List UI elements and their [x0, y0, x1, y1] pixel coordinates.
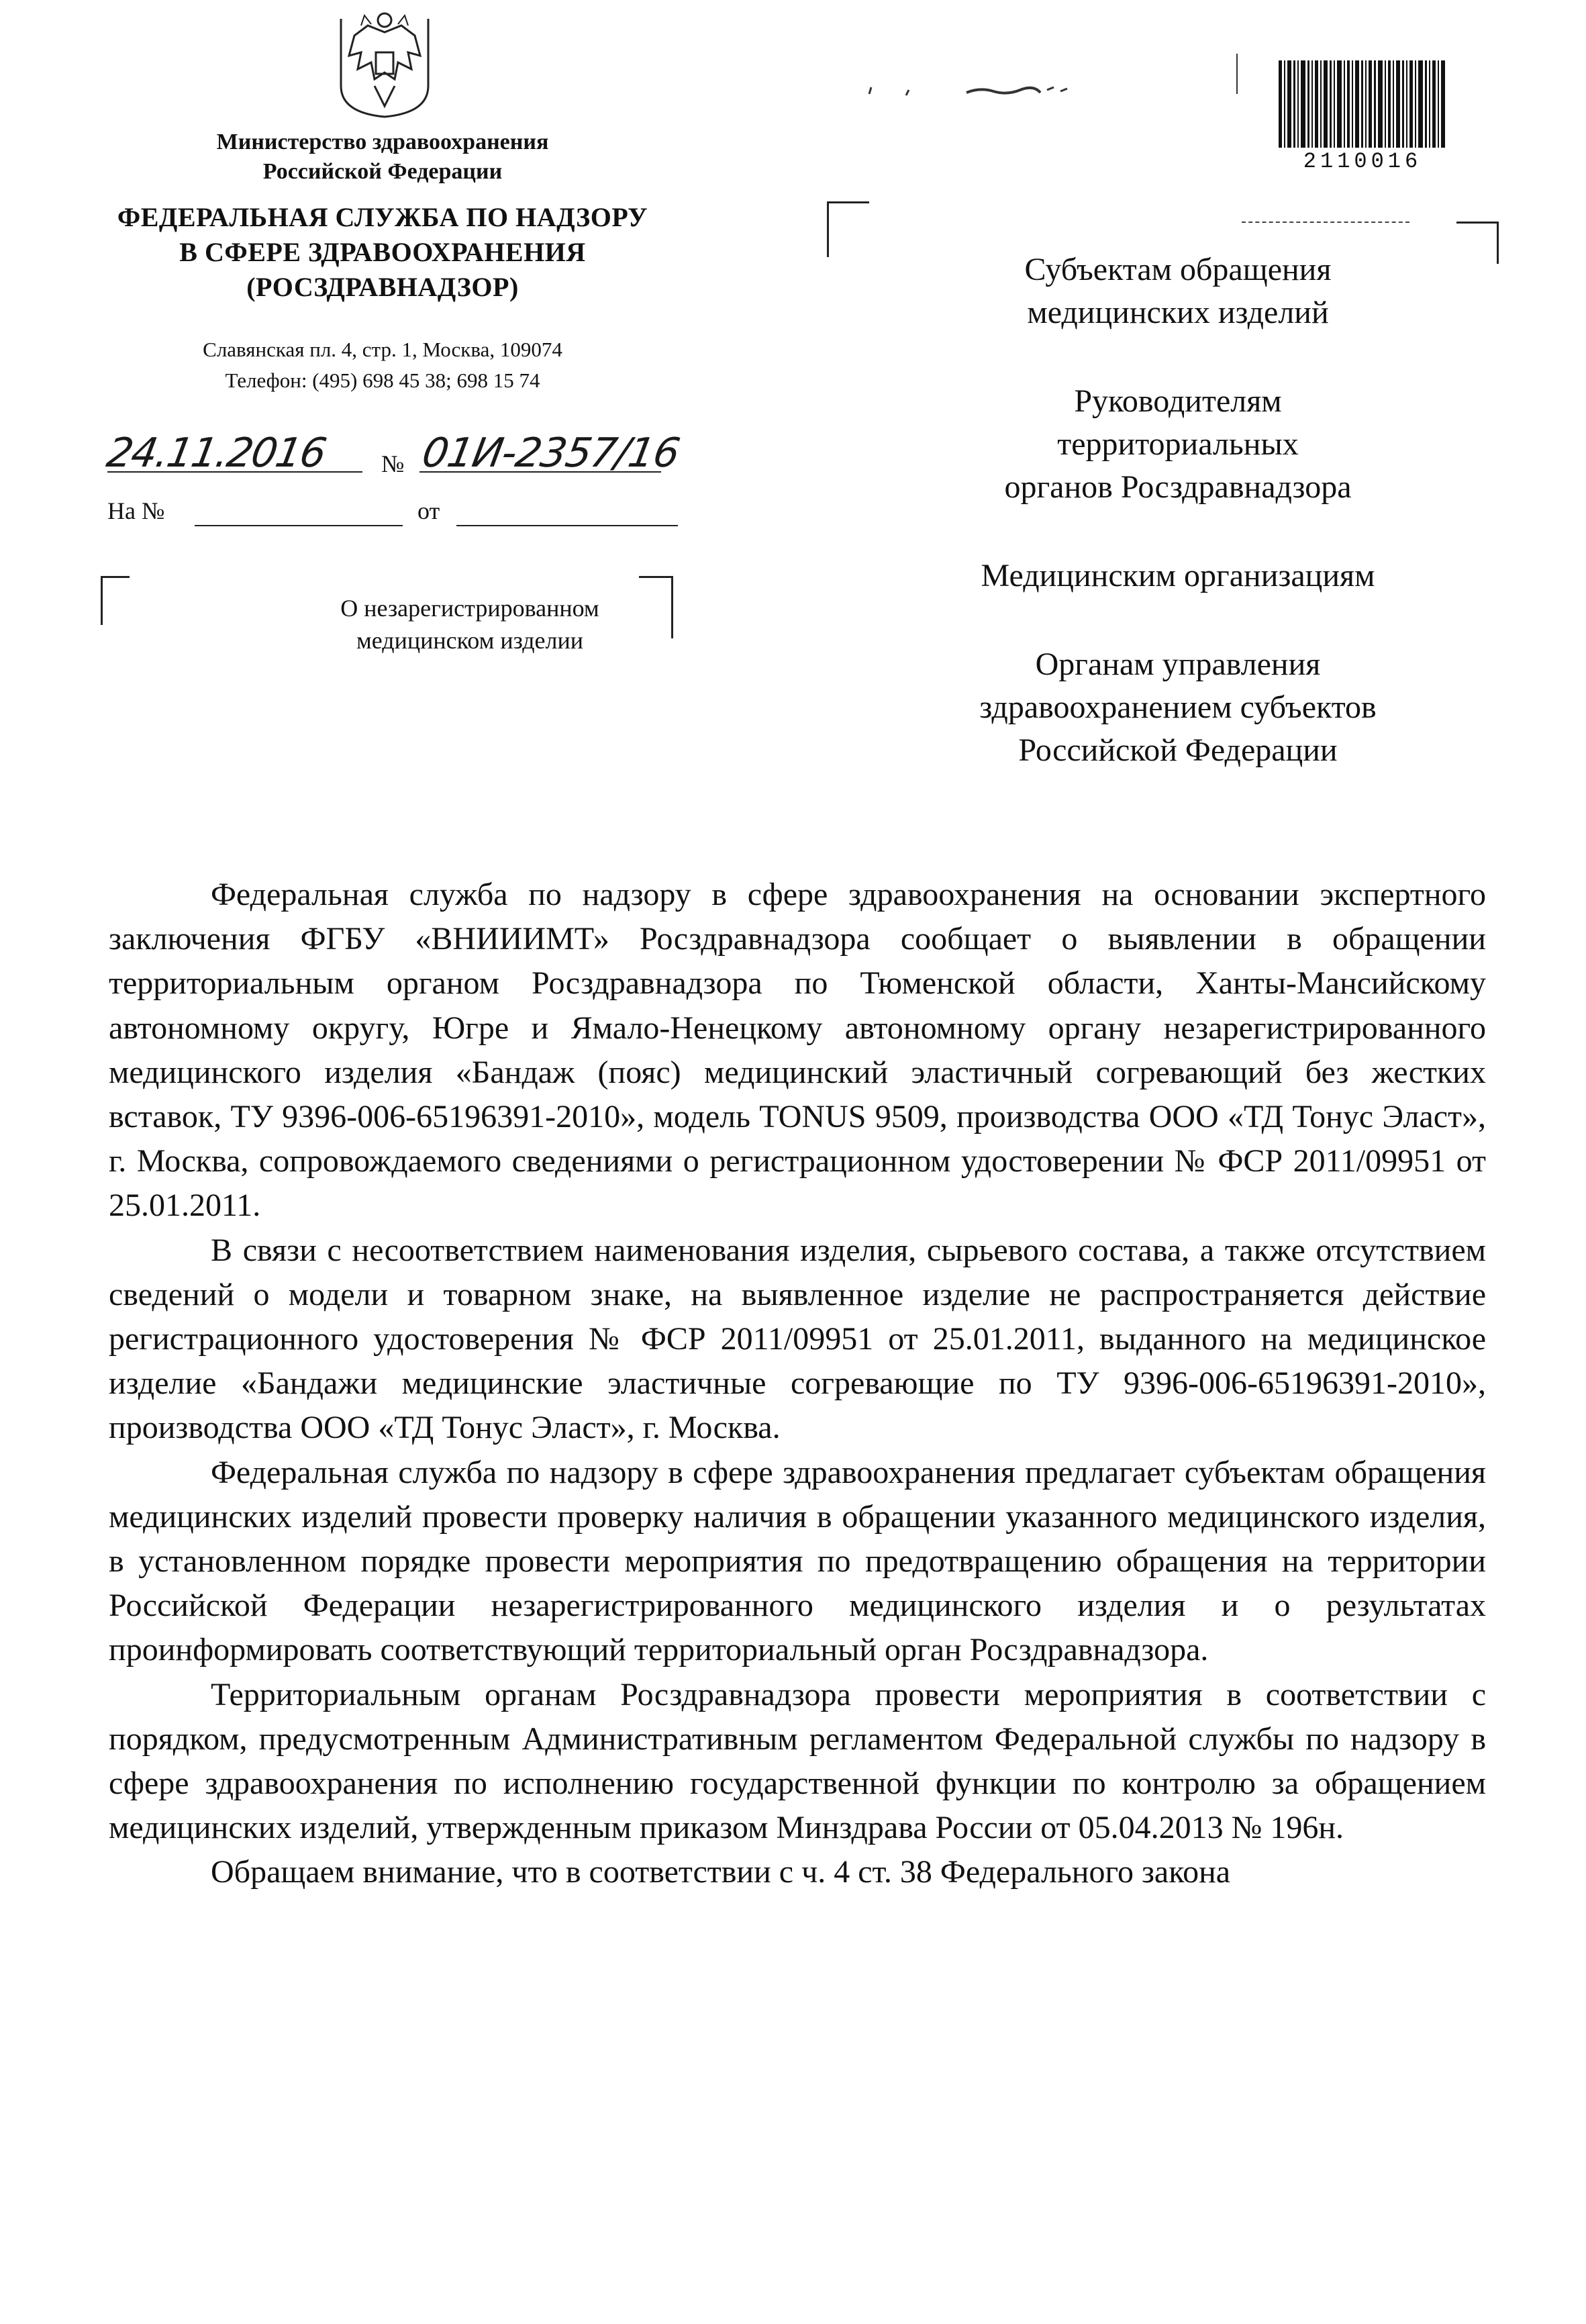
scan-mark-vertical [1236, 54, 1238, 94]
registration-date: 24.11.2016 [103, 430, 329, 477]
barcode [1279, 60, 1446, 148]
registration-dateline [103, 430, 685, 483]
reply-reference-line [107, 497, 685, 537]
reply-date-blank [456, 525, 678, 526]
ministry-name: Министерство здравоохранения Российской Федерации [216, 130, 549, 184]
addressee-corner-left [827, 201, 869, 257]
number-label: № [381, 450, 405, 477]
recipient-health-authorities: Органам управления здравоохранением субъектов Российской Федерации [979, 646, 1377, 768]
body-paragraph: Территориальным органам Росздравнадзора провести мероприятия в соответствии с порядком, предусмотренным Административным регламентом Федеральной службы по надзору в сфере здравоохранения по исполнению государственной функции по контролю за обращением медицинских изделий, утвержденным приказом Минздрава России от 05.04.2013 № 196н. [109, 1676, 1486, 1846]
number-underline [419, 471, 661, 473]
service-name: ФЕДЕРАЛЬНАЯ СЛУЖБА ПО НАДЗОРУ В СФЕРЕ ЗДРАВООХРАНЕНИЯ (РОСЗДРАВНАДЗОР) [117, 202, 648, 302]
body-paragraph: В связи с несоответствием наименования изделия, сырьевого состава, а также отсутствием сведений о модели и товарном знаке, на выявленное изделие не распространяется действие регистрационного удостоверения № ФСР 2011/09951 от 25.01.2011, выданного на медицинское изделие «Бандажи медицинские эластичные согревающие по ТУ 9396-006-65196391-2010», производства ООО «ТД Тонус Эласт», г. Москва. [109, 1232, 1486, 1446]
barcode-number: 2110016 [1303, 149, 1422, 174]
service-address: Славянская пл. 4, стр. 1, Москва, 109074 Телефон: (495) 698 45 38; 698 15 74 [203, 338, 562, 392]
incoming-stamp-marks [866, 81, 1134, 101]
addressee-dash-line [1242, 222, 1409, 223]
subject-corner-left [101, 576, 130, 625]
registration-number: 01И-2357/16 [418, 430, 683, 477]
body-paragraph: Федеральная служба по надзору в сфере здравоохранения на основании экспертного заключения ФГБУ «ВНИИИМТ» Росздравнадзора сообщает о выявлении в обращении территориальным органом Росздравнадзора по Тюменской области, Ханты-Мансийскому автономному округу, Югре и Ямало-Ненецкому автономному органу незарегистрированного медицинского изделия «Бандаж (пояс) медицинский эластичный согревающий без жестких вставок, ТУ 9396-006-65196391-2010», модель TONUS 9509, производства ООО «ТД Тонус Эласт», г. Москва, сопровождаемого сведениями о регистрационном удостоверении № ФСР 2011/09951 от 25.01.2011. [109, 877, 1486, 1224]
body-paragraph: Обращаем внимание, что в соответствии с ч. 4 ст. 38 Федерального закона [211, 1854, 1231, 1890]
recipient-territorial-heads: Руководителям территориальных органов Росздравнадзора [1004, 383, 1352, 505]
recipients-block [893, 248, 1463, 818]
body-paragraph: Федеральная служба по надзору в сфере здравоохранения предлагает субъектам обращения медицинских изделий провести проверку наличия в обращении указанного медицинского изделия, в установленном порядке провести мероприятия по предотвращению обращения на территории Российской Федерации незарегистрированного медицинского изделия и о результатах проинформировать соответствующий территориальный орган Росздравнадзора. [109, 1454, 1486, 1668]
recipient-medical-device-subjects: Субъектам обращения медицинских изделий [1024, 252, 1332, 330]
reply-from-label: от [417, 497, 440, 524]
letter-subject: О незарегистрированном медицинском изделии [340, 595, 599, 654]
date-underline [107, 471, 362, 473]
coat-of-arms-emblem [334, 5, 435, 119]
recipient-medical-organizations: Медицинским организациям [981, 558, 1375, 593]
letter-body [109, 873, 1486, 1895]
reply-number-blank [195, 525, 403, 526]
reply-number-label: На № [107, 497, 165, 524]
